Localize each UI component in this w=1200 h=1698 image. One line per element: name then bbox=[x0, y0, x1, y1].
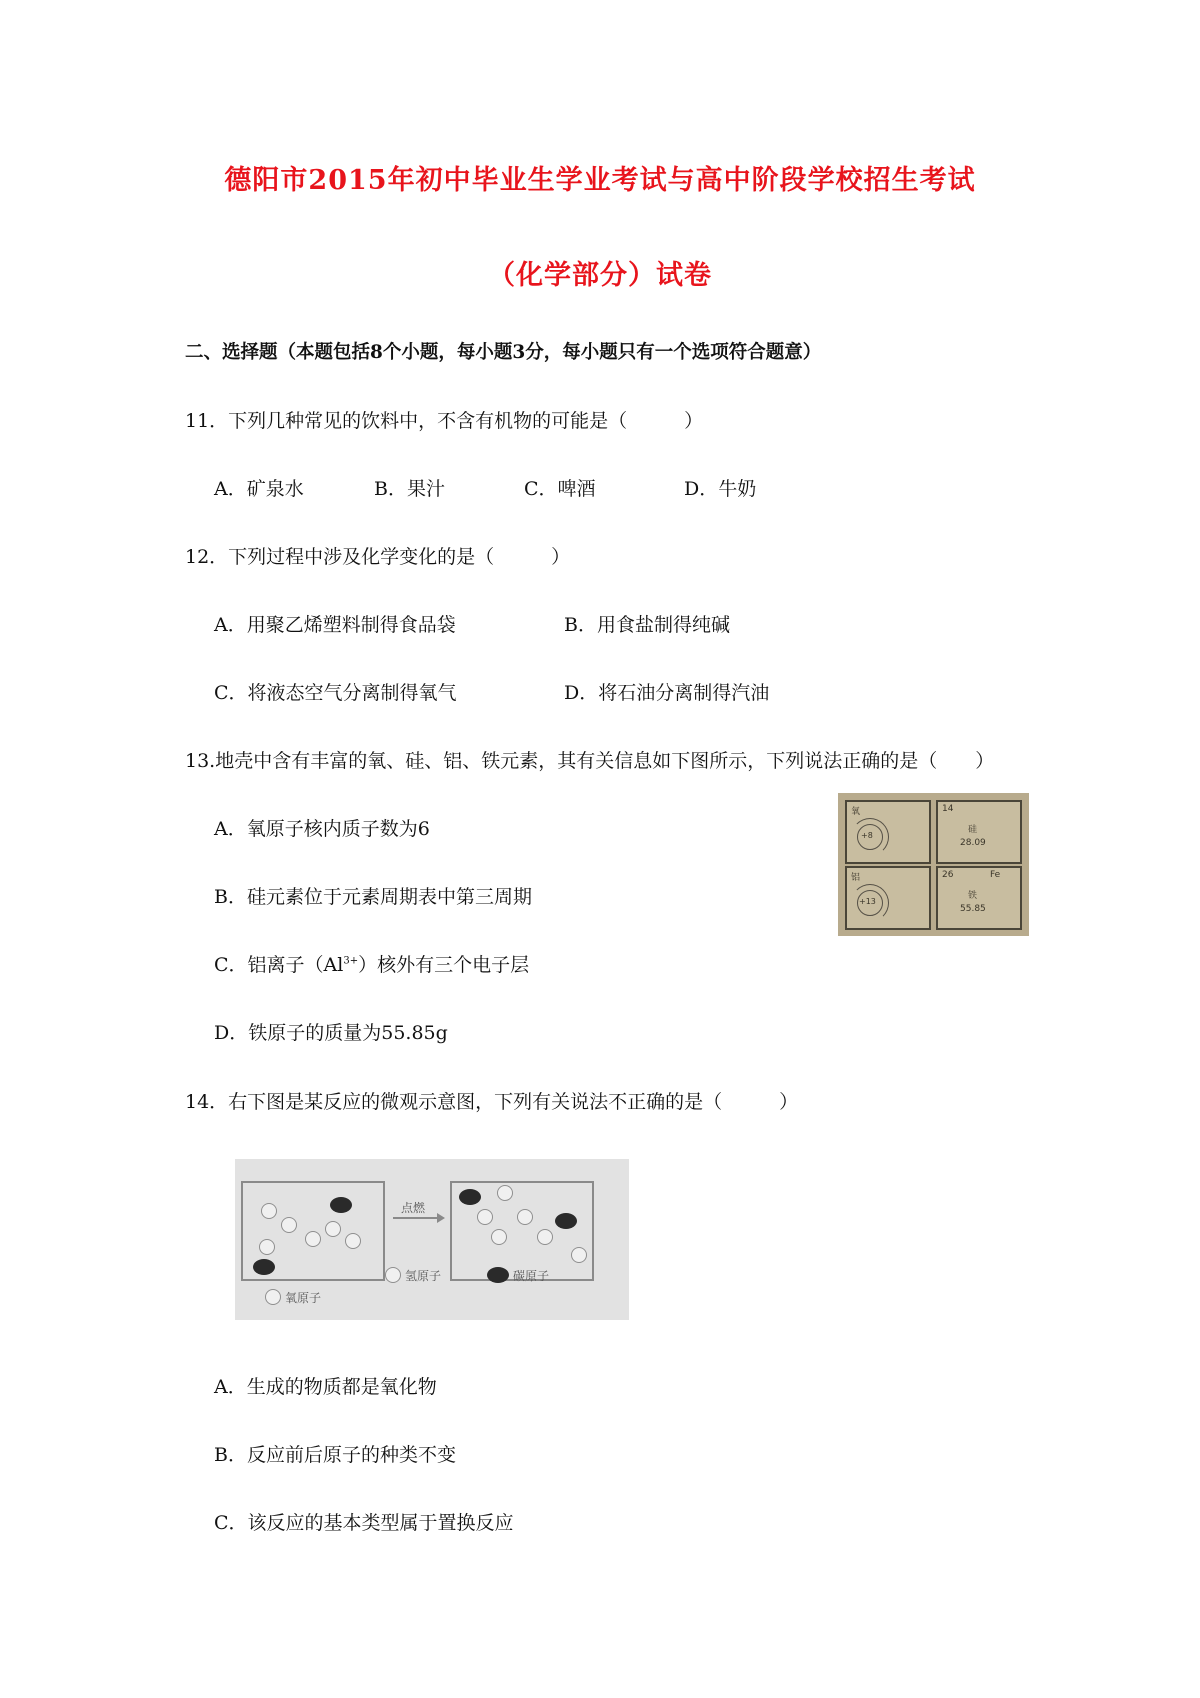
reaction-diagram bbox=[235, 1159, 629, 1320]
question-13-option-d: D．铁原子的质量为55.85g bbox=[214, 1022, 448, 1044]
question-11-stem: 11．下列几种常见的饮料中，不含有机物的可能是（ ） bbox=[185, 410, 704, 432]
exam-subtitle: （化学部分）试卷 bbox=[488, 260, 712, 291]
option-b: B．果汁 bbox=[374, 478, 445, 500]
section-heading: 二、选择题（本题包括8个小题，每小题3分，每小题只有一个选项符合题意） bbox=[185, 342, 822, 363]
aluminium-cell: 铝 +13 bbox=[845, 866, 931, 930]
question-14-option-c: C．该反应的基本类型属于置换反应 bbox=[214, 1512, 514, 1534]
question-14-option-b: B．反应前后原子的种类不变 bbox=[214, 1444, 456, 1466]
legend-oxygen: 氧原子 bbox=[285, 1291, 322, 1305]
question-13-option-b: B．硅元素位于元素周期表中第三周期 bbox=[214, 886, 532, 908]
element-info-figure bbox=[838, 793, 1029, 936]
oxygen-cell: 氧 +8 bbox=[845, 800, 931, 864]
legend-hydrogen: 氢原子 bbox=[405, 1269, 442, 1283]
option-a: A．用聚乙烯塑料制得食品袋 bbox=[214, 614, 456, 636]
question-14-option-a: A．生成的物质都是氧化物 bbox=[214, 1376, 437, 1398]
question-13-option-c: C．铝离子$(Al^{3+})$核外有三个电子层 bbox=[214, 954, 530, 976]
option-c: C．啤酒 bbox=[524, 478, 596, 500]
question-12-options-row2 bbox=[214, 678, 769, 705]
option-d: D．牛奶 bbox=[684, 478, 757, 500]
option-a: A．矿泉水 bbox=[214, 478, 304, 500]
question-12-stem: 12．下列过程中涉及化学变化的是（ ） bbox=[185, 546, 571, 568]
option-c: C．将液态空气分离制得氧气 bbox=[214, 682, 457, 704]
arrow-label: 点燃 bbox=[401, 1201, 426, 1215]
option-b: B．用食盐制得纯碱 bbox=[564, 614, 730, 636]
question-13-stem: 13.地壳中含有丰富的氧、硅、铝、铁元素，其有关信息如下图所示，下列说法正确的是（ ） bbox=[185, 750, 995, 772]
question-12-options-row1 bbox=[214, 610, 730, 637]
question-13-option-a: A．氧原子核内质子数为6 bbox=[214, 818, 430, 840]
option-d: D．将石油分离制得汽油 bbox=[564, 682, 770, 704]
legend-carbon: 碳原子 bbox=[513, 1269, 550, 1283]
silicon-cell: 14 硅 28.09 bbox=[936, 800, 1022, 864]
question-14-stem: 14．右下图是某反应的微观示意图，下列有关说法不正确的是（ ） bbox=[185, 1091, 799, 1113]
iron-cell: 26 Fe 铁 55.85 bbox=[936, 866, 1022, 930]
exam-title: 德阳市2015年初中毕业生学业考试与高中阶段学校招生考试 bbox=[224, 165, 976, 196]
question-11-options bbox=[214, 474, 756, 501]
